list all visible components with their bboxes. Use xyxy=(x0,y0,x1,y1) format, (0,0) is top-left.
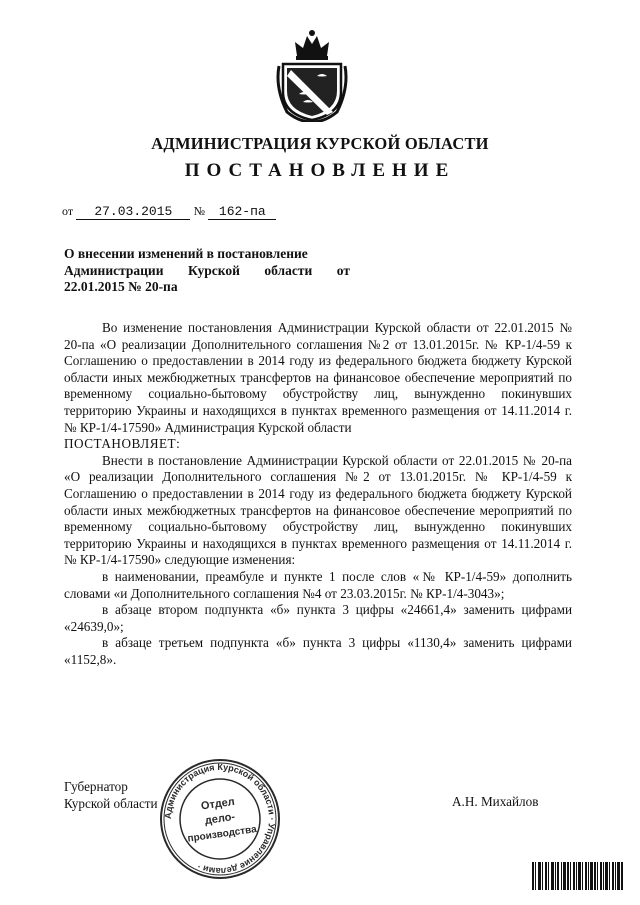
signatory-title xyxy=(64,778,158,812)
change-item: в абзаце втором подпункта «б» пункта 3 цифры «24661,4» заменить цифрами «24639,0»; xyxy=(64,602,572,634)
subject-word: Администрации xyxy=(64,262,164,278)
subject-word: области xyxy=(264,262,313,278)
date-label: от xyxy=(62,204,74,218)
document-number: 162-па xyxy=(208,204,276,220)
change-item: в наименовании, преамбуле и пункте 1 после слов «№ КР-1/4-59» дополнить словами «и Дополнительного соглашения №4 от 23.03.2015г. № КР-1/4-3043»; xyxy=(64,568,572,601)
office-stamp xyxy=(158,757,282,881)
date-number-line xyxy=(62,203,276,220)
subject-line xyxy=(64,263,350,280)
document-body xyxy=(64,320,572,668)
document-subject xyxy=(64,246,350,296)
signatory-title-line: Курской области xyxy=(64,796,158,811)
subject-line: О внесении изменений в постановление xyxy=(64,246,308,261)
stamp-center-line: дело- xyxy=(204,810,236,828)
stamp-center-line: производства xyxy=(186,824,258,845)
main-clause-paragraph: Внести в постановление Администрации Курской области от 22.01.2015 № 20-па «О реализации Дополнительного соглашения №2 от 13.01.2015г. № КР-1/4-59 к Соглашению о предоставлении в 2014 году из федерального бюджета бюджету Курской области иных межбюджетных трансфертов на финансовое обеспечение мероприятий по временному социально-бытовому обустройству лиц, вынужденно покинувших территорию Украины и находящихся в пунктах временного размещения от 14.11.2014 г. № КР-1/4-17590» следующие изменения: xyxy=(64,452,572,568)
organization-title: АДМИНИСТРАЦИЯ КУРСКОЙ ОБЛАСТИ xyxy=(151,134,489,153)
coat-of-arms-emblem xyxy=(273,26,351,122)
document-type-title: ПОСТАНОВЛЕНИЕ xyxy=(184,160,456,181)
barcode xyxy=(532,862,624,890)
subject-word: Курской xyxy=(188,262,240,278)
document-date: 27.03.2015 xyxy=(76,204,190,220)
subject-word: от xyxy=(336,262,350,278)
change-item: в абзаце третьем подпункта «б» пункта 3 цифры «1130,4» заменить цифрами «1152,8». xyxy=(64,635,572,667)
subject-line: 22.01.2015 № 20-па xyxy=(64,279,178,294)
number-label: № xyxy=(193,204,206,218)
preamble-paragraph: Во изменение постановления Администрации Курской области от 22.01.2015 № 20-па «О реализации Дополнительного соглашения №2 от 13.01.2015г. № КР-1/4-59 к Соглашению о предоставлении в 2014 году из федерального бюджета бюджету Курской области иных межбюджетных трансфертов на финансовое обеспечение мероприятий по временному социально-бытовому обустройству лиц, вынужденно покинувших территорию Украины и находящихся в пунктах временного размещения от 14.11.2014 г. № КР-1/4-17590» Администрация Курской области xyxy=(64,320,572,435)
signatory-name: А.Н. Михайлов xyxy=(452,794,539,809)
stamp-center-line: Отдел xyxy=(200,795,236,813)
resolves-word: ПОСТАНОВЛЯЕТ: xyxy=(64,436,181,452)
stamp-ring-text: Администрация Курской области · Управление делами · xyxy=(162,761,278,877)
signatory-title-line: Губернатор xyxy=(64,779,128,794)
